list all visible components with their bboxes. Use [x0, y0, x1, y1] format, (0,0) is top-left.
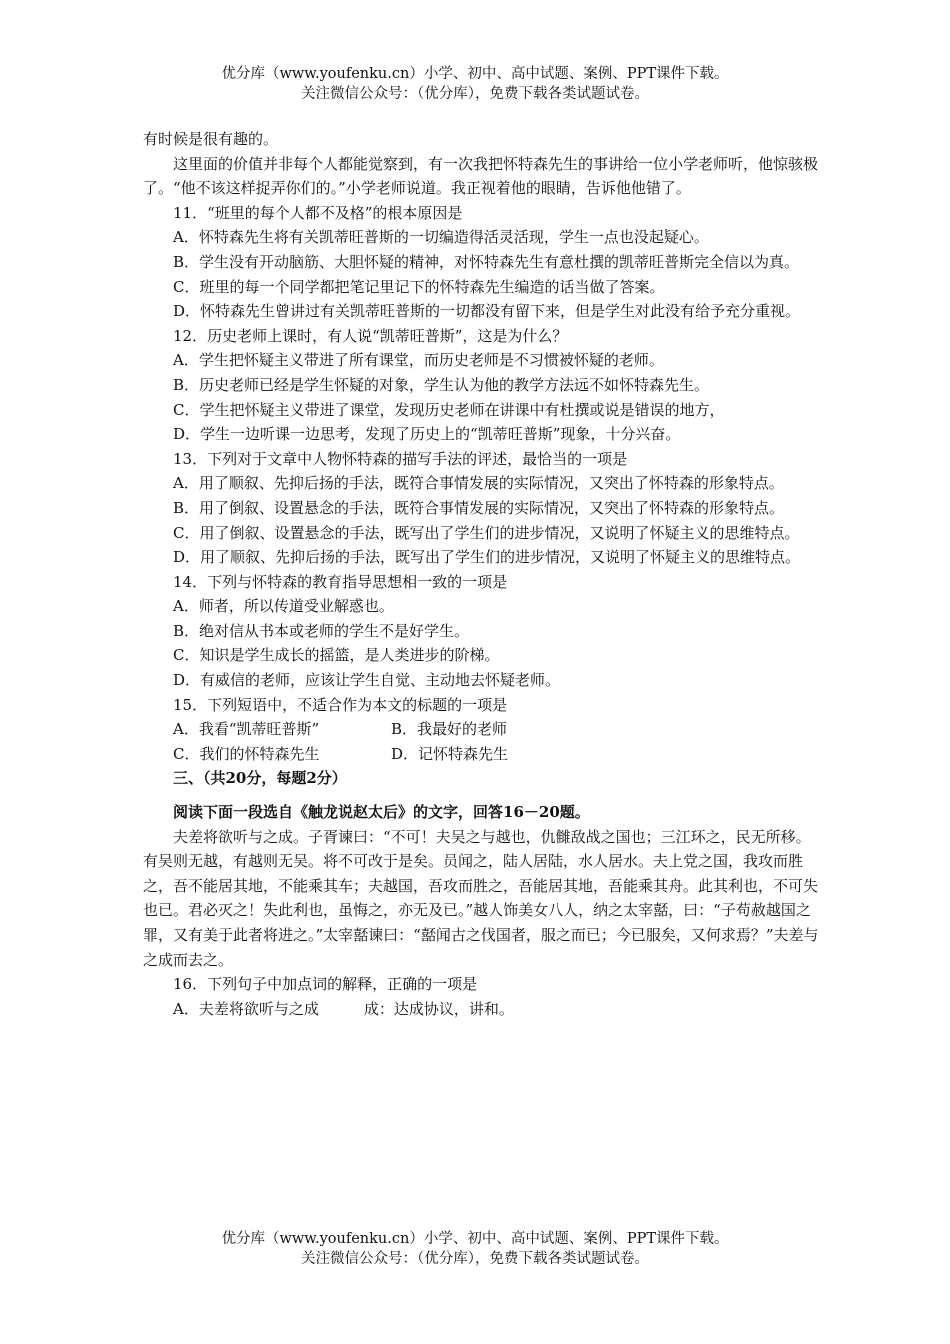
question-15-stem: 15．下列短语中，不适合作为本文的标题的一项是 — [173, 695, 508, 714]
question-12-option-a: A．学生把怀疑主义带进了所有课堂，而历史老师是不习惯被怀疑的老师。 — [173, 351, 664, 370]
question-11-option-c: C．班里的每一个同学都把笔记里记下的怀特森先生编造的话当做了答案。 — [173, 277, 665, 296]
question-12-option-c: C．学生把怀疑主义带进了课堂，发现历史老师在讲课中有杜撰或说是错误的地方， — [173, 400, 725, 419]
question-11-option-a: A．怀特森先生将有关凯蒂旺普斯的一切编造得活灵活现，学生一点也没起疑心。 — [173, 228, 709, 247]
document-body — [143, 127, 823, 1021]
question-14-option-d: D．有威信的老师，应该让学生自觉、主动地去怀疑老师。 — [173, 671, 561, 690]
question-12-option-d: D．学生一边听课一边思考，发现了历史上的“凯蒂旺普斯”现象，十分兴奋。 — [173, 425, 681, 444]
question-15-option-c: C．我们的怀特森先生 — [173, 744, 320, 763]
footer-line-1: 优分库（www.youfenku.cn）小学、初中、高中试题、案例、PPT课件下载。 — [221, 1231, 729, 1247]
question-15-option-a: A．我看“凯蒂旺普斯” — [173, 720, 320, 739]
footer-line-2: 关注微信公众号：（优分库），免费下载各类试题试卷。 — [301, 1251, 649, 1267]
question-16-option-a: A．夫差将欲听与之成 成：达成协议，讲和。 — [173, 999, 514, 1018]
question-12-stem: 12．历史老师上课时，有人说“凯蒂旺普斯”，这是为什么？ — [173, 326, 568, 345]
question-13-option-a: A．用了顺叙、先抑后扬的手法，既符合事情发展的实际情况，又突出了怀特森的形象特点。 — [173, 474, 784, 493]
header-line-1: 优分库（www.youfenku.cn）小学、初中、高中试题、案例、PPT课件下载。 — [221, 66, 729, 82]
paragraph-story: 这里面的价值并非每个人都能觉察到，有一次我把怀特森先生的事讲给一位小学老师听，他惊骇极了。“他不该这样捉弄你们的。”小学老师说道。我正视着他的眼睛，告诉他他错了。 — [143, 154, 819, 198]
question-13-option-d: D．用了顺叙、先抑后扬的手法，既写出了学生们的进步情况，又说明了怀疑主义的思维特点。 — [173, 548, 801, 567]
question-11-option-b: B．学生没有开动脑筋、大胆怀疑的精神，对怀特森先生有意杜撰的凯蒂旺普斯完全信以为真。 — [173, 252, 800, 271]
reading-instruction: 阅读下面一段选自《触龙说赵太后》的文字，回答16－20题。 — [173, 803, 590, 822]
header-line-2: 关注微信公众号：（优分库），免费下载各类试题试卷。 — [301, 86, 649, 102]
question-14-option-a: A．师者，所以传道受业解惑也。 — [173, 597, 394, 616]
page-header — [0, 64, 950, 104]
question-15-option-d: D．记怀特森先生 — [391, 744, 509, 763]
question-12-option-b: B．历史老师已经是学生怀疑的对象，学生认为他的教学方法远不如怀特森先生。 — [173, 375, 710, 394]
question-13-stem: 13．下列对于文章中人物怀特森的描写手法的评述，最恰当的一项是 — [173, 449, 628, 468]
question-14-stem: 14．下列与怀特森的教育指导思想相一致的一项是 — [173, 572, 508, 591]
question-13-option-c: C．用了倒叙、设置悬念的手法，既写出了学生们的进步情况，又说明了怀疑主义的思维特点。 — [173, 523, 800, 542]
question-14-option-c: C．知识是学生成长的摇篮，是人类进步的阶梯。 — [173, 646, 500, 665]
question-11-stem: 11．“班里的每个人都不及格”的根本原因是 — [173, 203, 463, 222]
paragraph-continued: 有时候是很有趣的。 — [143, 130, 279, 148]
question-14-option-b: B．绝对信从书本或老师的学生不是好学生。 — [173, 621, 470, 640]
question-16-stem: 16．下列句子中加点词的解释，正确的一项是 — [173, 975, 478, 994]
question-15-row-2 — [143, 742, 823, 767]
section-3-heading: 三、（共20分，每题2分） — [173, 769, 347, 788]
page-footer — [0, 1229, 950, 1269]
classical-passage: 夫差将欲听与之成。子胥谏曰：“不可！夫吴之与越也，仇雠敌战之国也；三江环之，民无所移。有吴则无越，有越则无吴。将不可改于是矣。员闻之，陆人居陆，水人居水。夫上党之国，我攻而胜之，吾不能居其地，不能乘其车；夫越国，吾攻而胜之，吾能居其地，吾能乘其舟。此其利也，不可失也已。君必灭之！失此利也，虽悔之，亦无及已。”越人饰美女八人，纳之太宰嚭，曰：“子苟赦越国之罪，又有美于此者将进之。”太宰嚭谏曰：“嚭闻古之伐国者，服之而已；今已服矣，又何求焉？”夫差与之成而去之。 — [143, 827, 819, 969]
question-13-option-b: B．用了倒叙、设置悬念的手法，既符合事情发展的实际情况，又突出了怀特森的形象特点。 — [173, 498, 785, 517]
question-11-option-d: D．怀特森先生曾讲过有关凯蒂旺普斯的一切都没有留下来，但是学生对此没有给予充分重视。 — [173, 302, 801, 321]
question-15-row-1 — [143, 717, 823, 742]
spacer — [143, 791, 823, 800]
question-15-option-b: B．我最好的老师 — [391, 720, 508, 739]
